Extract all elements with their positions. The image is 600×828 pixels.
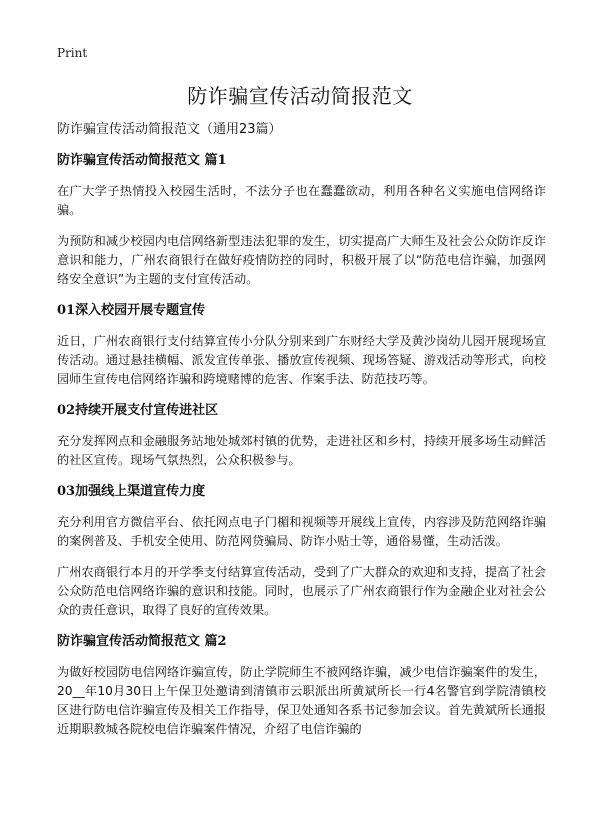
paragraph: 在广大学子热情投入校园生活时，不法分子也在蠢蠢欲动，利用各种名义实施电信网络诈骗。: [57, 184, 546, 217]
section-heading-03: 03加强线上渠道宣传力度: [57, 484, 206, 499]
section-heading-02: 02持续开展支付宣传进社区: [57, 403, 219, 418]
paragraph: 为做好校园防电信网络诈骗宣传，防止学院师生不被网络诈骗，减少电信诈骗案件的发生，20__年10月30日上午保卫处邀请到清镇市云职派出所黄斌所长一行4名警官到学院清镇校区进行防电信诈骗宣传及相关工作指导，保卫处通知各系书记参加会议。首先黄斌所长通报近期职教城各院校电信诈骗案件情况，介绍了电信诈骗的: [57, 665, 546, 736]
document-title: 防诈骗宣传活动简报范文: [187, 84, 413, 108]
print-link[interactable]: Print: [57, 46, 88, 60]
document-body: [57, 120, 546, 751]
paragraph: 近日，广州农商银行支付结算宣传小分队分别来到广东财经大学及黄沙岗幼儿园开展现场宣传活动。通过悬挂横幅、派发宣传单张、播放宣传视频、现场答疑、游戏活动等形式，向校园师生宣传电信网络诈骗和跨境赌博的危害、作案手法、防范技巧等。: [57, 334, 546, 386]
section-heading-article-2: 防诈骗宣传活动简报范文 篇2: [57, 634, 227, 649]
paragraph: 充分利用官方微信平台、依托网点电子门楣和视频等开展线上宣传，内容涉及防范网络诈骗的案例普及、手机安全使用、防范网贷骗局、防诈小贴士等，通俗易懂，生动活泼。: [57, 515, 546, 548]
paragraph: 充分发挥网点和金融服务站地处城郊村镇的优势，走进社区和乡村，持续开展多场生动鲜活的社区宣传。现场气氛热烈，公众积极参与。: [57, 434, 546, 467]
paragraph: 为预防和减少校园内电信网络新型违法犯罪的发生，切实提高广大师生及社会公众防诈反诈意识和能力，广州农商银行在做好疫情防控的同时，积极开展了以“防范电信诈骗，加强网络安全意识”为主题的支付宣传活动。: [57, 234, 546, 286]
section-heading-article-1: 防诈骗宣传活动简报范文 篇1: [57, 153, 227, 168]
section-heading-01: 01深入校园开展专题宣传: [57, 303, 206, 318]
paragraph: 广州农商银行本月的开学季支付结算宣传活动，受到了广大群众的欢迎和支持，提高了社会公众防范电信网络诈骗的意识和技能。同时，也展示了广州农商银行作为金融企业对社会公众的责任意识，取得了良好的宣传效果。: [57, 565, 546, 617]
document-subtitle: 防诈骗宣传活动简报范文（通用23篇）: [57, 122, 282, 137]
